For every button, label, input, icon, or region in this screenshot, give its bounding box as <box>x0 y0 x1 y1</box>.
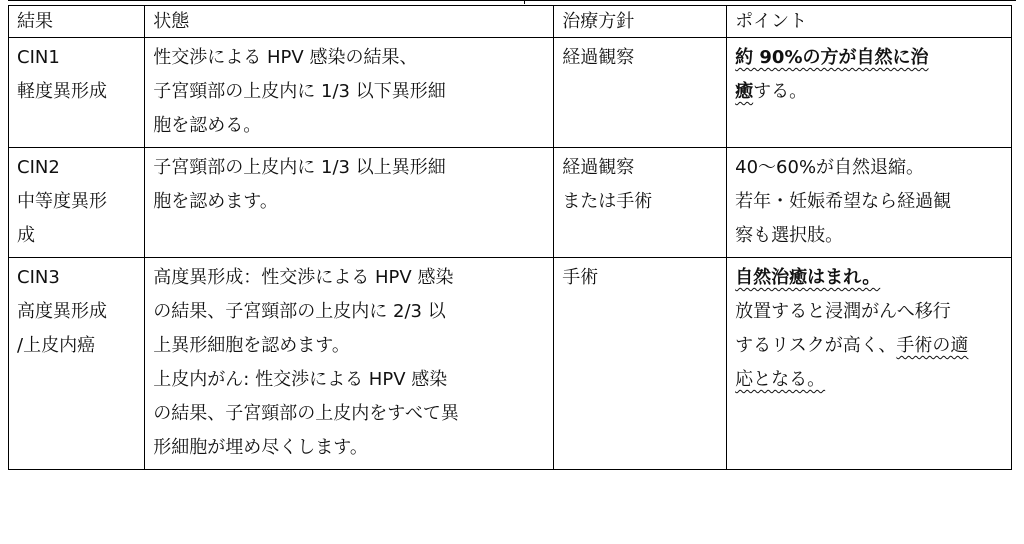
point-line: 察も選択肢。 <box>735 225 844 246</box>
state-line: 上皮内がん: 性交渉による HPV 感染 <box>153 369 448 390</box>
cell-result-cin1 <box>9 38 145 148</box>
result-line: CIN3 <box>17 267 60 288</box>
cell-policy-cin3 <box>554 258 727 470</box>
state-line: 高度異形成：性交渉による HPV 感染 <box>153 267 454 288</box>
cell-point-cin2 <box>727 148 1012 258</box>
point-text: するリスクが高く、 <box>735 335 897 356</box>
header-state: 状態 <box>145 6 554 38</box>
point-text: する。 <box>753 81 808 102</box>
result-line: 軽度異形成 <box>17 81 107 102</box>
result-line: /上皮内癌 <box>17 335 96 356</box>
header-policy: 治療方針 <box>554 6 727 38</box>
result-line: CIN2 <box>17 157 60 178</box>
cell-state-cin2 <box>145 148 554 258</box>
point-line <box>735 329 1011 363</box>
cell-policy-cin2 <box>554 148 727 258</box>
table-header-row <box>9 6 1012 38</box>
header-result: 結果 <box>9 6 145 38</box>
point-emphasis: 応となる。 <box>735 369 826 390</box>
result-line: 成 <box>17 225 35 246</box>
point-emphasis: 癒 <box>735 81 754 102</box>
point-line <box>735 41 1011 75</box>
policy-line: 経過観察 <box>562 157 635 178</box>
header-point: ポイント <box>727 6 1012 38</box>
policy-line: 経過観察 <box>562 47 635 68</box>
result-line: 中等度異形 <box>17 191 107 212</box>
point-emphasis: 約 90%の方が自然に治 <box>735 47 929 68</box>
policy-line: または手術 <box>562 191 653 212</box>
state-line: 子宮頸部の上皮内に 1/3 以下異形細 <box>153 81 446 102</box>
table-row <box>9 258 1012 470</box>
policy-line: 手術 <box>562 267 599 288</box>
result-line: CIN1 <box>17 47 60 68</box>
state-line: の結果、子宮頸部の上皮内をすべて異 <box>153 403 459 424</box>
cell-state-cin1 <box>145 38 554 148</box>
point-emphasis: 手術の適 <box>896 335 969 356</box>
point-line: 40～60%が自然退縮。 <box>735 157 925 178</box>
cell-point-cin3 <box>727 258 1012 470</box>
cell-result-cin2 <box>9 148 145 258</box>
state-line: 子宮頸部の上皮内に 1/3 以上異形細 <box>153 157 446 178</box>
point-line <box>735 261 1011 295</box>
state-line: 上異形細胞を認めます。 <box>153 335 350 356</box>
cell-point-cin1 <box>727 38 1012 148</box>
top-border-line <box>8 0 1016 1</box>
table-row <box>9 38 1012 148</box>
cell-result-cin3 <box>9 258 145 470</box>
state-line: 性交渉による HPV 感染の結果、 <box>153 47 418 68</box>
cell-policy-cin1 <box>554 38 727 148</box>
point-line <box>735 363 1011 397</box>
cell-state-cin3 <box>145 258 554 470</box>
point-line <box>735 75 1011 109</box>
table-row <box>9 148 1012 258</box>
result-line: 高度異形成 <box>17 301 107 322</box>
point-line: 若年・妊娠希望なら経過観 <box>735 191 952 212</box>
state-line: の結果、子宮頸部の上皮内に 2/3 以 <box>153 301 446 322</box>
point-emphasis: 自然治癒はまれ。 <box>735 267 881 288</box>
cin-classification-table <box>8 5 1012 470</box>
state-line: 形細胞が埋め尽くします。 <box>153 437 368 458</box>
state-line: 胞を認める。 <box>153 115 262 136</box>
point-line: 放置すると浸潤がんへ移行 <box>735 301 951 322</box>
state-line: 胞を認めます。 <box>153 191 278 212</box>
top-tick-mark <box>524 0 525 4</box>
